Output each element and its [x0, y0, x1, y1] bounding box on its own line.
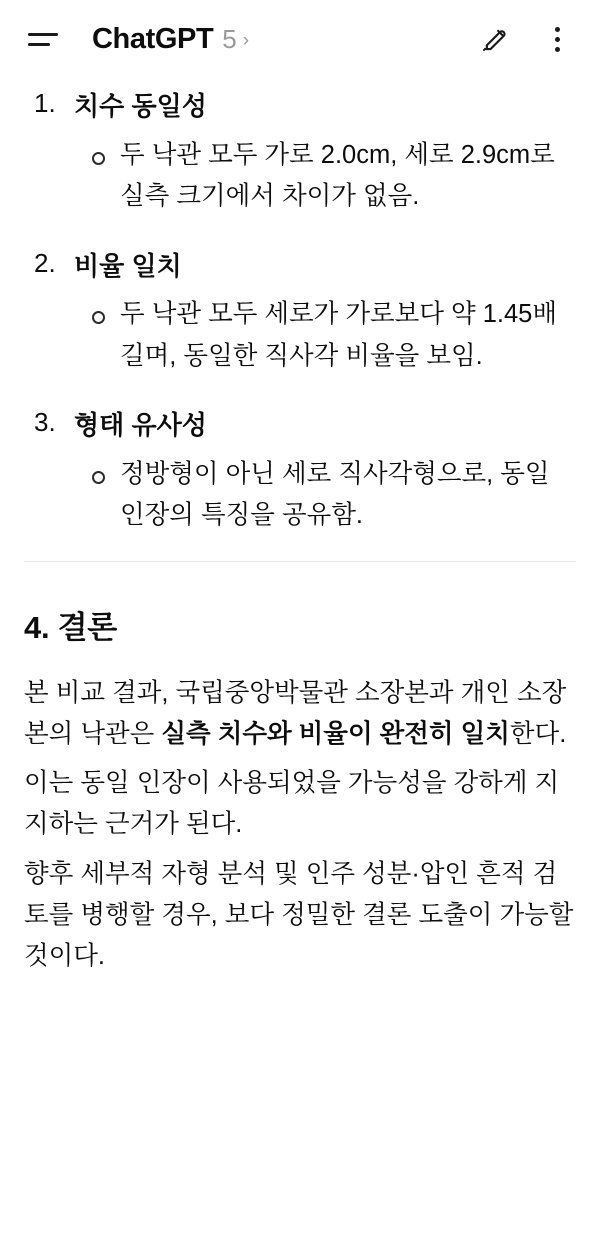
conclusion-heading: 4. 결론	[24, 609, 117, 645]
top-actions	[478, 22, 574, 56]
list-item: 두 낙관 모두 가로 2.0cm, 세로 2.9cm로 실측 크기에서 차이가 없음.	[74, 135, 576, 218]
sub-bullet-list	[74, 454, 576, 537]
menu-line-2	[28, 43, 50, 46]
list-item: 두 낙관 모두 세로가 가로보다 약 1.45배 길며, 동일한 직사각 비율을 보임.	[74, 294, 576, 377]
list-item	[24, 397, 576, 537]
list-item-heading: 형태 유사성	[74, 410, 207, 440]
list-item: 정방형이 아닌 세로 직사각형으로, 동일 인장의 특징을 공유함.	[74, 454, 576, 537]
model-selector[interactable]	[92, 23, 478, 56]
list-item-heading: 비율 일치	[74, 250, 182, 281]
list-item-heading: 치수 동일성	[74, 91, 207, 121]
list-item	[24, 78, 576, 218]
message-content	[0, 78, 600, 978]
kebab-dot-2	[555, 37, 560, 42]
conclusion-paragraph-2: 이는 동일 인장이 사용되었을 가능성을 강하게 지지하는 근거가 된다.	[24, 769, 560, 839]
numbered-list	[24, 78, 576, 537]
conclusion-paragraph-3: 향후 세부적 자형 분석 및 인주 성분·압인 흔적 검토를 병행할 경우, 보다 정밀한 결론 도출이 가능할 것이다.	[24, 859, 574, 971]
sub-bullet-list	[74, 135, 576, 218]
kebab-dots	[544, 27, 570, 52]
chevron-right-icon: ›	[242, 29, 250, 51]
hamburger-menu-icon[interactable]	[28, 22, 62, 56]
compose-pencil-icon[interactable]	[478, 22, 512, 56]
section-divider	[24, 561, 576, 562]
top-app-bar	[0, 0, 600, 78]
list-item	[24, 238, 576, 378]
kebab-more-icon[interactable]	[540, 22, 574, 56]
menu-line-1	[28, 33, 58, 36]
kebab-dot-3	[555, 47, 560, 52]
sub-bullet-list	[74, 294, 576, 377]
conclusion-paragraph-1: 본 비교 결과, 국립중앙박물관 소장본과 개인 소장본의 낙관은 실측 치수와 비율이 완전히 일치한다.	[24, 678, 567, 748]
kebab-dot-1	[555, 27, 560, 32]
model-version-badge: 5	[222, 23, 237, 54]
page-title: ChatGPT	[92, 22, 214, 55]
